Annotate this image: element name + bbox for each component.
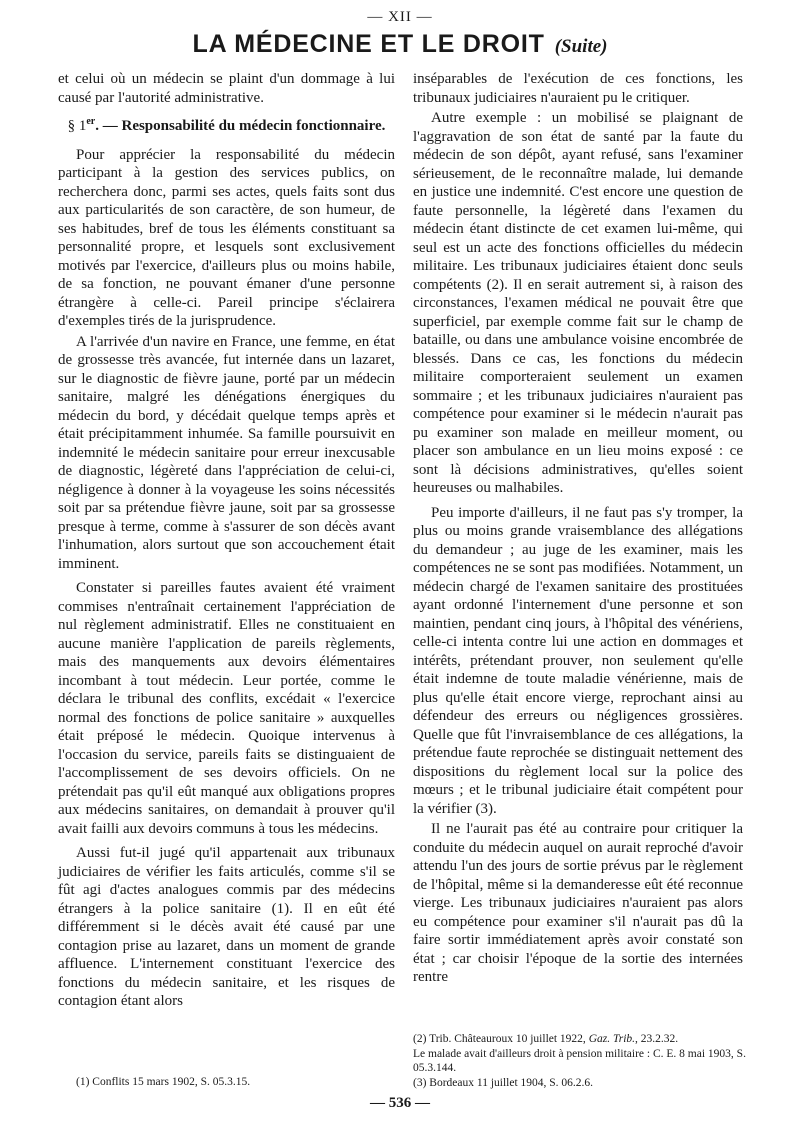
paragraph: Il ne l'aurait pas été au contraire pour critiquer la conduite du médecin auquel on aurait reproché d'avoir attendu l'un des jours de sortie prévus par le règlement de l'hôpital, même si la demanderesse eût été reconnue vierge. Les tribunaux judiciaires n'auraient pas alors eu compétence pour examiner s'il n'aurait pas dû la faire sortir immédiatement après avoir constaté son état ; car choisir l'époque de la sortie des internées rentre — [413, 821, 743, 985]
paragraph: Aussi fut-il jugé qu'il appartenait aux tribunaux judiciaires de vérifier les faits articulés, comme s'il se fût agi d'actes analogues commis par des médecins étrangers à la police sanitaire (1). Il en eût été différemment si le décès avait été causé par une contagion prise au lazaret, dans un moment de grande affluence. L'internement constituant l'exercice des fonctions du médecin sanitaire, et les risques de contagion étant alors — [58, 845, 395, 1009]
left-column — [58, 70, 395, 1011]
page-number: — 536 — — [370, 1095, 430, 1111]
running-title-suffix: (Suite) — [554, 36, 608, 57]
footnote-2-continued: Le malade avait d'ailleurs droit à pension militaire : C. E. 8 mai 1903, S. 05.3.144. — [413, 1047, 746, 1074]
section-number: § 1 — [67, 118, 87, 134]
paragraph: Pour apprécier la responsabilité du médecin participant à la gestion des services publics, on recherchera donc, parmi ses actes, quels faits sont dus aux particularités de son caractère, de son humeur, de ses habitudes, bref de tous les éléments constituant sa personnalité propre, et lesquels sont exclusivement motivés par l'exercice, d'ailleurs plus ou moins habile, de sa fonction, ne pouvant émaner d'une personne étrangère à celle-ci. Pareil principe s'éclairera d'exemples tirés de la jurisprudence. — [58, 146, 395, 329]
section-title: . — Responsabilité du médecin fonctionnaire. — [95, 118, 386, 134]
section-number-sup: er — [86, 116, 96, 127]
paragraph: A l'arrivée d'un navire en France, une femme, en état de grossesse très avancée, fut internée dans un lazaret, sur le diagnostic de fièvre jaune, porté par un médecin sanitaire, malgré les dénégations énergiques du médecin du bord, y décédait quelque temps après et était précipitamment inhumée. Sa famille poursuivit en indemnité le médecin sanitaire pour erreur inexcusable de diagnostic, légèreté dans l'appréciation de celui-ci, négligence à donner à la voyageuse les soins nécessités soit par sa prétendue fièvre jaune, soit par sa grossesse presque à terme, comme à s'assurer de son décès avant l'inhumation, alors surtout que son accouchement était imminent. — [58, 333, 395, 572]
footnote-2 — [413, 1032, 753, 1047]
footnote-2-ref: , 23.2.32. — [635, 1033, 679, 1045]
footnotes-right — [413, 1032, 753, 1090]
footnote-1: (1) Conflits 15 mars 1902, S. 05.3.15. — [76, 1076, 251, 1088]
paragraph: Peu importe d'ailleurs, il ne faut pas s'y tromper, la plus ou moins grande vraisemblance des allégations du demandeur ; au juge de les examiner, mais les compétences ne se sont pas modifiées. Notamment, un médecin chargé de l'examen sanitaire des prostituées ayant ordonné l'internement d'une personne et son maintien, pendant cinq jours, à l'hôpital des vénériens, celle-ci intenta contre lui une action en dommages et intérêts, prétendant prouver, non seulement qu'elle était indemne de toute maladie vénérienne, mais de plus qu'elle était encore vierge, reprochant ainsi au défendeur des erreurs ou négligences grossières. Quelle que fût l'invraisemblance de ces allégations, la prétendue faute reprochée se distinguait nettement des dispositions du règlement local sur la police des mœurs ; et le tribunal judiciaire était compétent pour la vérifier (3). — [413, 504, 743, 817]
right-column — [413, 70, 743, 987]
paragraph-continued: inséparables de l'exécution de ces fonctions, les tribunaux judiciaires n'auraient pu le critiquer. — [413, 71, 743, 106]
footnote-2-text: (2) Trib. Châteauroux 10 juillet 1922, — [413, 1033, 589, 1045]
footnote-2-journal: Gaz. Trib. — [588, 1033, 636, 1045]
running-title — [0, 30, 800, 59]
footnote-3: (3) Bordeaux 11 juillet 1904, S. 06.2.6. — [413, 1076, 594, 1089]
page-folio-roman: — XII — — [367, 9, 433, 25]
paragraph-continued: et celui où un médecin se plaint d'un dommage à lui causé par l'autorité administrative. — [58, 71, 395, 106]
running-title-main: LA MÉDECINE ET LE DROIT — [192, 30, 545, 58]
section-heading — [58, 113, 395, 136]
paragraph: Autre exemple : un mobilisé se plaignant de l'aggravation de son état de santé par la faute du médecin de son dépôt, ayant refusé, sans l'examiner sérieusement, de le reconnaître malade, lui demande en justice une indemnité. C'est encore une question de faute personnelle, la légèreté dans l'examen du médecin étant distincte de cet examen lui-même, qui seul est un acte des fonctions officielles du médecin militaire. Les tribunaux judiciaires étaient donc seuls compétents (2). Il en serait autrement si, à raison des circonstances, l'examen médical ne pouvait être que superficiel, par exemple comme fait sur le champ de bataille, ou dans une ambulance voisine encombrée de blessés. Dans ce cas, les fonctions du médecin militaire comporteraient seulement un examen sommaire ; et les tribunaux judiciaires n'auraient pas compétence pour examiner si le médecin n'aurait pas pu examiner son malade en meilleur moment, ou placer son ambulance en un lieu moins exposé : ce sont là décisions administratives, qu'elles soient heureuses ou malhabiles. — [413, 110, 743, 496]
paragraph: Constater si pareilles fautes avaient été vraiment commises n'entraînait certainement l'appréciation de nul règlement administratif. Elles ne constituaient en aucune manière l'application de pareils règlements, mais des manquements aux devoirs élémentaires incombant à tout médecin. Leur portée, comme le déclara le tribunal des conflits, excédait « l'exercice normal des fonctions de police sanitaire » auxquelles était préposé le médecin. Quoique intervenus à l'occasion du service, pareils faits se distinguaient de l'accomplissement de ses devoirs officiels. On ne prétendait pas qu'il eût manqué aux obligations propres aux médecins sanitaires, on demandait à prouver qu'il avait failli aux devoirs communs à tous les médecins. — [58, 580, 395, 837]
